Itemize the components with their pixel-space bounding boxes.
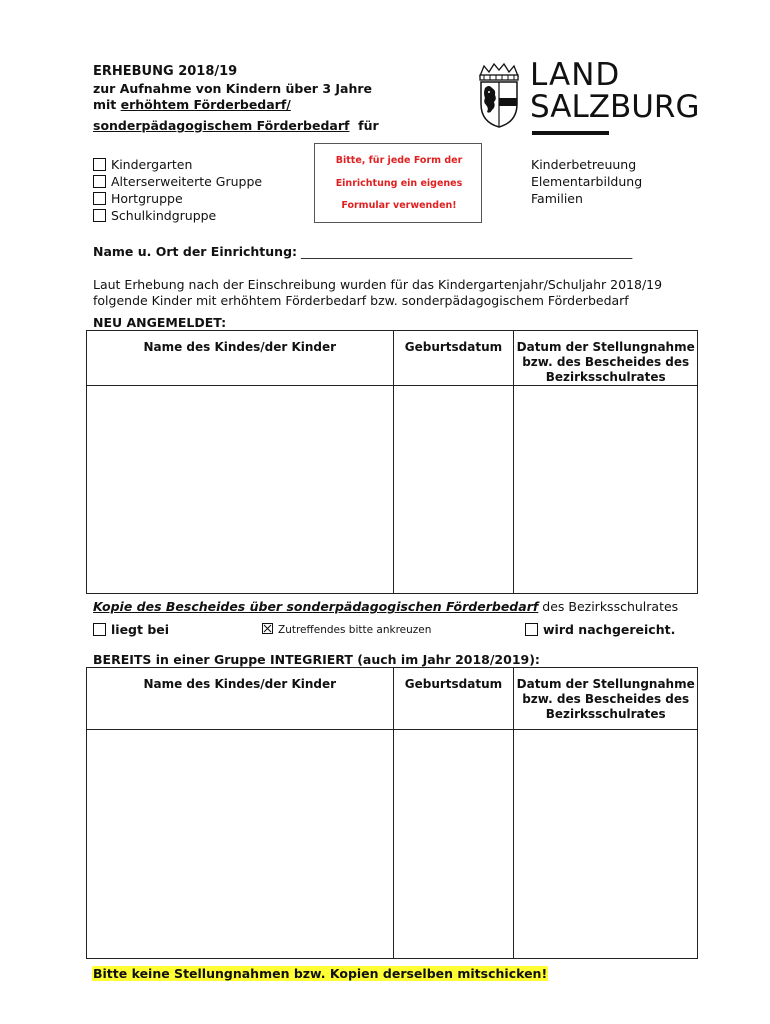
notice-line-3: Formular verwenden! (341, 200, 457, 211)
column-header-decision-date (514, 331, 698, 386)
facility-name-label: Name u. Ort der Einrichtung: (93, 244, 298, 259)
decision-date-cell[interactable] (514, 730, 698, 959)
copy-note (93, 599, 678, 614)
logo-underline-bar (532, 131, 609, 135)
facility-name-field[interactable] (93, 244, 632, 259)
new-children-table (86, 330, 698, 594)
footer-warning: Bitte keine Stellungnahmen bzw. Kopien derselben mitschicken! (93, 966, 548, 981)
column-header-line: bzw. des Bescheides des (522, 355, 690, 369)
column-header-decision-date (514, 668, 698, 730)
form-title: ERHEBUNG 2018/19 (93, 64, 238, 79)
subtitle-underlined-2: sonderpädagogischem Förderbedarf (93, 118, 350, 133)
notice-line-2: Einrichtung ein eigenes (335, 178, 463, 189)
form-subtitle-line-3 (93, 118, 379, 133)
form-subtitle-line-2 (93, 97, 291, 112)
salzburg-coat-of-arms-icon (476, 62, 522, 128)
column-header-line: Bezirksschulrates (545, 370, 666, 384)
department-line-2: Elementarbildung (531, 174, 643, 189)
checkbox-wird-nachgereicht[interactable] (525, 623, 538, 636)
hint-label: Zutreffendes bitte ankreuzen (278, 624, 432, 636)
subtitle-suffix: für (358, 118, 379, 133)
decision-date-cell[interactable] (514, 386, 698, 594)
column-header-line: Bezirksschulrates (545, 707, 666, 721)
table-header-row (87, 668, 698, 730)
table-row[interactable] (87, 730, 698, 959)
department-line-3: Familien (531, 191, 583, 206)
facility-option-label: Kindergarten (111, 157, 193, 172)
subtitle-underlined-1: erhöhtem Förderbedarf/ (120, 97, 291, 112)
table-row[interactable] (87, 386, 698, 594)
checkbox-kindergarten[interactable] (93, 158, 106, 171)
copy-note-rest: des Bezirksschulrates (538, 599, 679, 614)
column-header-line: Datum der Stellungnahme (516, 677, 695, 691)
name-cell[interactable] (87, 730, 394, 959)
table-header-row (87, 331, 698, 386)
subtitle-prefix: mit (93, 97, 121, 112)
facility-option-label: Schulkindgruppe (111, 208, 217, 223)
section-integrated-heading: BEREITS in einer Gruppe INTEGRIERT (auch im Jahr 2018/2019): (93, 652, 540, 667)
notice-line-1: Bitte, für jede Form der (335, 155, 463, 166)
intro-line-2: folgende Kinder mit erhöhtem Förderbedarf bzw. sonderpädagogischem Förderbedarf (93, 293, 629, 308)
facility-option-kindergarten[interactable] (93, 157, 192, 172)
option-wird-nachgereicht[interactable] (525, 622, 675, 637)
facility-option-label: Alterserweiterte Gruppe (111, 174, 263, 189)
intro-line-1: Laut Erhebung nach der Einschreibung wurden für das Kindergartenjahr/Schuljahr 2018/19 (93, 277, 663, 292)
birthdate-cell[interactable] (393, 730, 514, 959)
column-header-name: Name des Kindes/der Kinder (87, 668, 394, 730)
checkbox-alterserweiterte-gruppe[interactable] (93, 175, 106, 188)
facility-name-blank[interactable]: _____________________________________________________ (301, 244, 633, 259)
column-header-name: Name des Kindes/der Kinder (87, 331, 394, 386)
column-header-birthdate: Geburtsdatum (393, 331, 514, 386)
option-liegt-bei[interactable] (93, 622, 169, 637)
facility-option-hortgruppe[interactable] (93, 191, 183, 206)
column-header-line: bzw. des Bescheides des (522, 692, 690, 706)
department-line-1: Kinderbetreuung (531, 157, 637, 172)
section-new-heading: NEU ANGEMELDET: (93, 315, 227, 330)
copy-note-italic: Kopie des Bescheides über sonderpädagogischen Förderbedarf (93, 599, 539, 614)
column-header-line: Datum der Stellungnahme (516, 340, 695, 354)
logo-word-salzburg: SALZBURG (530, 89, 700, 125)
birthdate-cell[interactable] (393, 386, 514, 594)
logo-word-land: LAND (530, 57, 621, 93)
option-liegt-bei-label: liegt bei (111, 622, 170, 637)
checkbox-schulkindgruppe[interactable] (93, 209, 106, 222)
name-cell[interactable] (87, 386, 394, 594)
facility-option-schulkindgruppe[interactable] (93, 208, 216, 223)
form-subtitle-line-1: zur Aufnahme von Kindern über 3 Jahre (93, 81, 373, 96)
crossed-box-icon (262, 623, 273, 634)
facility-option-label: Hortgruppe (111, 191, 183, 206)
facility-option-alterserweiterte-gruppe[interactable] (93, 174, 262, 189)
column-header-birthdate: Geburtsdatum (393, 668, 514, 730)
option-wird-nachgereicht-label: wird nachgereicht. (543, 622, 676, 637)
notice-box (314, 143, 482, 223)
checkbox-liegt-bei[interactable] (93, 623, 106, 636)
checkbox-hortgruppe[interactable] (93, 192, 106, 205)
hint-cross (262, 623, 431, 636)
integrated-children-table (86, 667, 698, 959)
